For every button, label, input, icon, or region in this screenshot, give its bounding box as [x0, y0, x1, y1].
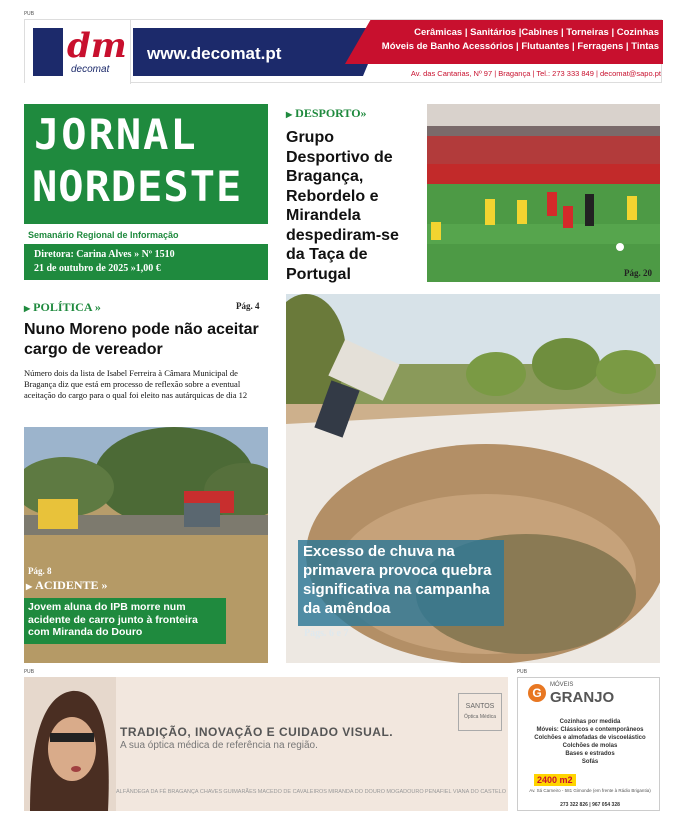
decomat-address: Av. das Cantarias, Nº 97 | Bragança | Tel.: 273 333 849 | decomat@sapo.pt: [410, 69, 661, 78]
santos-cities: [116, 789, 506, 795]
desporto-headline[interactable]: Grupo Desportivo de Bragança, Rebordelo e Mirandela despediram-se da Taça de Portugal: [286, 129, 399, 283]
santos-city: VIANA DO CASTELO: [452, 789, 506, 795]
granjo-top: MÓVEIS: [550, 682, 574, 688]
acidente-tag[interactable]: [26, 578, 108, 593]
masthead-date-price: 21 de outubro de 2025 »1,00 €: [34, 263, 161, 274]
masthead-title-nordeste: NORDESTE: [32, 162, 243, 211]
granjo-line: Móveis: Clássicos e contemporâneos: [536, 727, 644, 733]
triangle-icon: ▶: [286, 110, 293, 119]
santos-ad[interactable]: [24, 677, 508, 811]
masthead-subtitle: Semanário Regional de Informação: [28, 230, 179, 240]
granjo-ad[interactable]: [517, 677, 660, 811]
granjo-line: Colchões de molas: [562, 743, 618, 749]
santos-city: CHAVES: [199, 789, 223, 795]
football-photo[interactable]: [427, 104, 660, 282]
acidente-page: Pág. 8: [28, 566, 52, 576]
politica-page: Pág. 4: [236, 301, 260, 311]
santos-subline: A sua óptica médica de referência na região.: [120, 740, 318, 751]
granjo-address: Av. Sá Carneiro - 581 Gimonde (em frente à Rádio Brigantia): [529, 788, 651, 793]
granjo-area: 2400 m2: [534, 774, 576, 786]
granjo-phone: 273 322 826 | 967 054 328: [560, 802, 620, 808]
santos-city: MIRANDA DO DOURO: [328, 789, 386, 795]
granjo-line: Bases e estrados: [565, 751, 615, 757]
triangle-icon: ▶: [24, 304, 31, 313]
politica-tag-label: POLÍTICA »: [33, 300, 101, 314]
santos-logo-sub: Óptica Médica: [464, 714, 496, 720]
football-photo-art: [427, 104, 660, 282]
santos-city: PENAFIEL: [424, 789, 452, 795]
decomat-logo-sub: decomat: [71, 64, 110, 75]
santos-logo: [458, 693, 502, 731]
decomat-logo-text: dm: [67, 26, 127, 66]
decomat-ad[interactable]: [24, 19, 662, 83]
santos-city: BRAGANÇA: [167, 789, 199, 795]
granjo-services: [526, 718, 654, 766]
decomat-logo-box: [33, 28, 63, 76]
desporto-tag-label: DESPORTO»: [295, 106, 367, 120]
pub-label-granjo: PUB: [517, 669, 528, 675]
decomat-products: [345, 26, 659, 54]
granjo-line: Cozinhas por medida: [559, 719, 621, 725]
acidente-tag-label: ACIDENTE »: [35, 578, 108, 592]
santos-city: GUIMARÃES: [223, 789, 257, 795]
santos-city: MACEDO DE CAVALEIROS: [257, 789, 327, 795]
santos-ad-art: [24, 677, 116, 811]
santos-city: ALFÂNDEGA DA FÉ: [116, 789, 167, 795]
granjo-line: Colchões e almofadas de viscoelástico: [534, 735, 646, 741]
desporto-page: Pág. 20: [624, 268, 652, 278]
politica-tag[interactable]: [24, 300, 101, 315]
decomat-products-line2: Móveis de Banho Acessórios | Flutuantes | Ferragens | Tintas: [381, 41, 659, 52]
desporto-tag[interactable]: [286, 106, 367, 121]
masthead-title-jornal: JORNAL: [34, 110, 198, 159]
santos-logo-name: SANTOS: [465, 703, 495, 710]
santos-city: MOGADOURO: [386, 789, 424, 795]
pub-label-santos: PUB: [24, 669, 35, 675]
acidente-headline: Jovem aluna do IPB morre num acidente de carro junto à fronteira com Miranda do Douro: [28, 601, 198, 638]
acidente-box[interactable]: [24, 598, 226, 644]
decomat-products-line1: Cerâmicas | Sanitários |Cabines | Torneiras | Cozinhas: [414, 27, 659, 38]
almond-box[interactable]: [298, 540, 504, 626]
granjo-name: GRANJO: [550, 689, 615, 706]
almond-headline: Excesso de chuva na primavera provoca quebra significativa na campanha da amêndoa: [303, 543, 492, 617]
masthead-info: [24, 244, 268, 280]
masthead-director: Diretora: Carina Alves » Nº 1510: [34, 249, 175, 260]
decomat-url[interactable]: www.decomat.pt: [147, 44, 282, 63]
masthead[interactable]: [24, 104, 268, 224]
pub-label: PUB: [24, 11, 35, 17]
triangle-icon: ▶: [26, 582, 33, 591]
granjo-logo-icon: G: [528, 684, 546, 702]
decomat-logo: [25, 20, 131, 84]
granjo-line: Sofás: [581, 759, 599, 765]
santos-tagline: TRADIÇÃO, INOVAÇÃO E CUIDADO VISUAL.: [120, 725, 394, 739]
politica-headline[interactable]: Nuno Moreno pode não aceitar cargo de vereador: [24, 321, 259, 358]
politica-body: Número dois da lista de Isabel Ferreira à Câmara Municipal de Bragança diz que está em processo de reflexão sobre a eventual aceitação do cargo para o qual foi eleito nas autárquicas de dia 12: [24, 368, 248, 400]
almond-page: Págs. 6 e 7: [304, 628, 349, 639]
